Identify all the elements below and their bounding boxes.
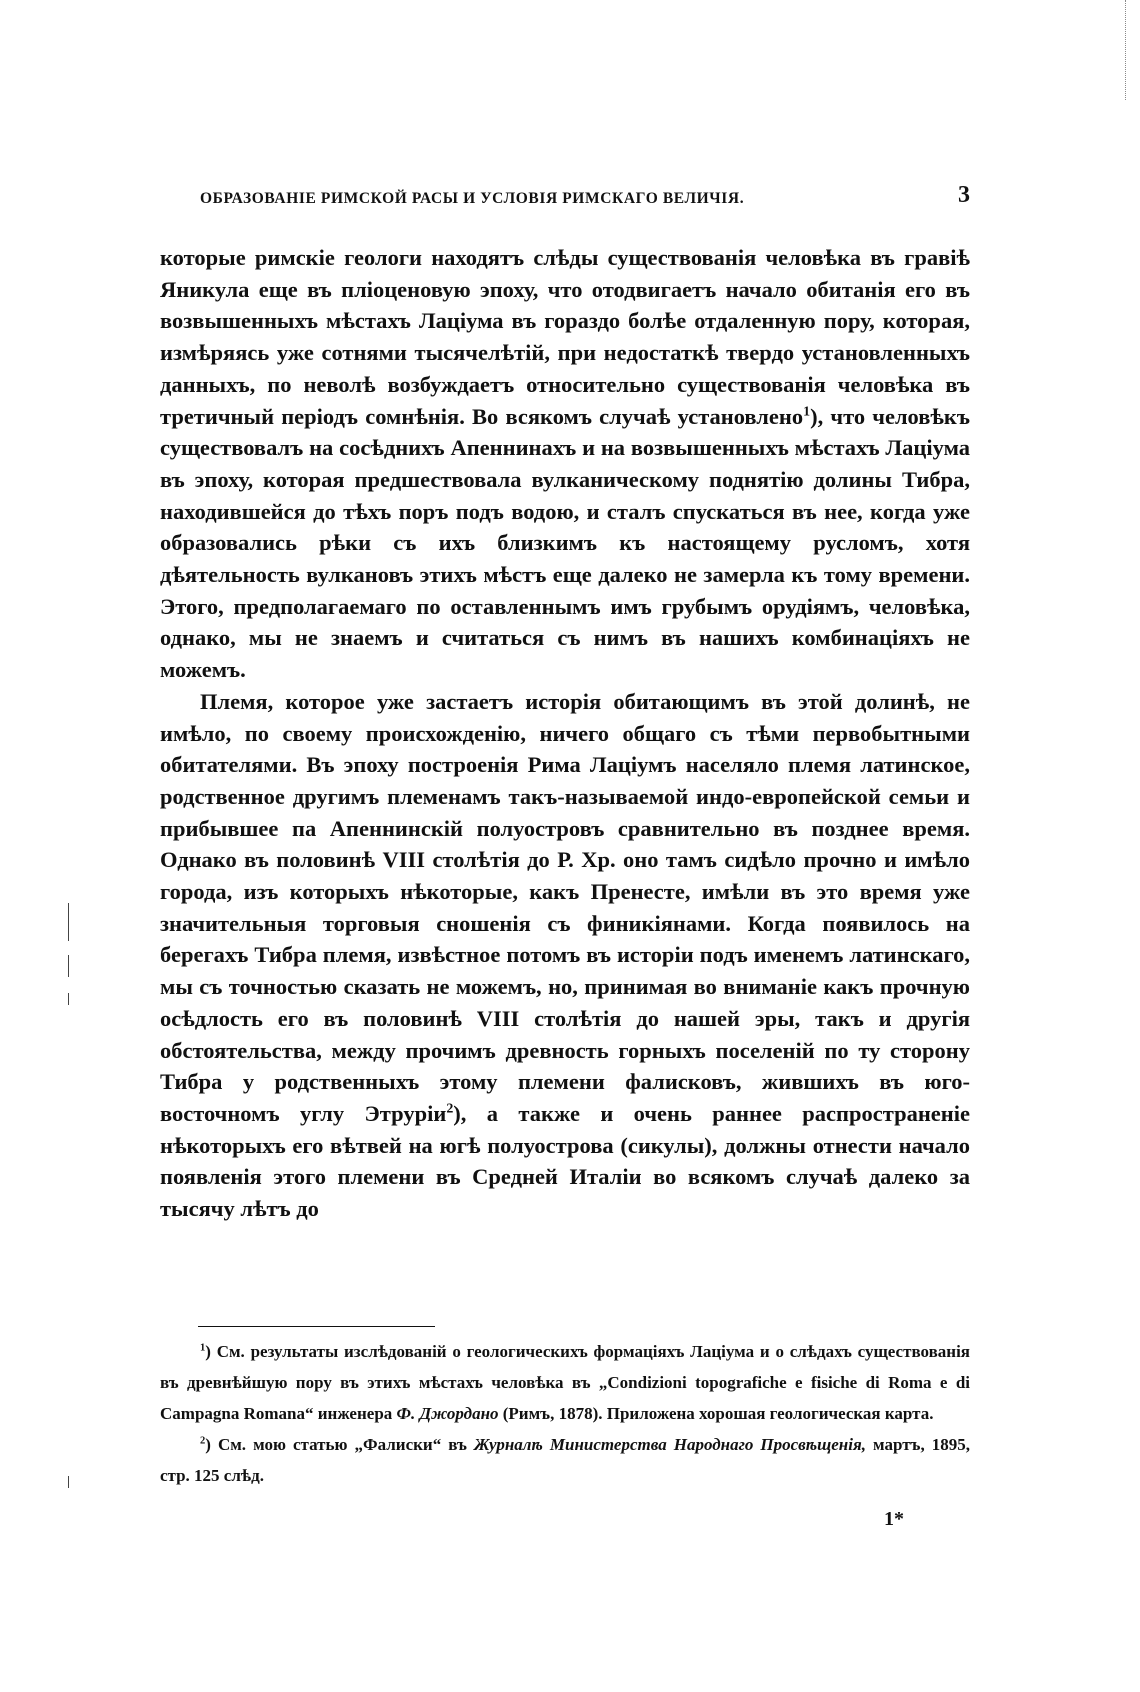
paragraph: [160, 242, 970, 686]
paragraph: [160, 686, 970, 1225]
signature-mark: 1*: [884, 1508, 904, 1530]
margin-mark: [68, 1476, 69, 1488]
footnote-text: ) См. мою статью „Фалиски“ въ: [205, 1435, 474, 1454]
paragraph-text: Племя, которое уже застаетъ исторія обитающимъ въ этой долинѣ, не имѣло, по своему происхожденію, ничего общаго съ тѣми первобытными обитателями. Въ эпоху построенія Рима Лаціумъ населяло племя латинское, родственное другимъ племенамъ такъ-называемой индо-европейской семьи и прибывшее па Апеннинскій полуостровъ сравнительно въ позднее время. Однако въ половинѣ VIII столѣтія до Р. Хр. оно тамъ сидѣло прочно и имѣло города, изъ которыхъ нѣкоторые, какъ Пренесте, имѣли въ это время уже значительныя торговыя сношенія съ финикіянами. Когда появилось на берегахъ Тибра племя, извѣстное потомъ въ исторіи подъ именемъ латинскаго, мы съ точностью сказать не можемъ, но, принимая во вниманіе какъ прочную осѣдлость его въ половинѣ VIII столѣтія до нашей эры, такъ и другія обстоятельства, между прочимъ древность горныхъ поселеній по ту сторону Тибра у родственныхъ этому племени фалисковъ, жившихъ въ юго-восточномъ углу Этруріи: [160, 688, 970, 1126]
margin-mark: [68, 993, 69, 1005]
footnote: [160, 1429, 970, 1491]
footnote-mark: 1: [200, 1342, 206, 1354]
paragraph-text: ), что человѣкъ существовалъ на сосѣднихъ Апеннинахъ и на возвышенныхъ мѣстахъ Лаціума въ эпоху, которая предшествовала вулканическому поднятію долины Тибра, находившейся до тѣхъ поръ подъ водою, и сталъ спускаться въ нее, когда уже образовались рѣки съ ихъ близкимъ къ настоящему русломъ, хотя дѣятельность вулкановъ этихъ мѣстъ еще далеко не замерла къ тому времени. Этого, предполагаемаго по оставленнымъ имъ грубымъ орудіямъ, человѣка, однако, мы не знаемъ и считаться съ нимъ въ нашихъ комбинаціяхъ не можемъ.: [160, 403, 970, 683]
main-text: [160, 242, 970, 1225]
footnote-reference: 1: [803, 404, 811, 420]
footnote-journal: Журналѣ Министерства Народнаго Просвѣщенія,: [473, 1435, 866, 1454]
page-header: [200, 182, 970, 214]
footnote-reference: 2: [446, 1101, 454, 1117]
scan-edge-marks: [1119, 0, 1126, 100]
footnote-author: Ф. Джордано: [396, 1404, 499, 1423]
footnote-text: мартъ, 1895, стр. 125 слѣд.: [160, 1435, 970, 1485]
footnote-text: (Римъ, 1878). Приложена хорошая геологическая карта.: [498, 1404, 934, 1423]
footnotes: [160, 1336, 970, 1491]
margin-mark: [68, 903, 69, 941]
footnote-text: ) См. результаты изслѣдованій о геологическихъ формаціяхъ Лаціума и о слѣдахъ существованія въ древнѣйшую пору въ этихъ мѣстахъ человѣка въ „Condizioni topografiche e fisiche di Roma e di Campagna Romana“ инженера: [160, 1342, 970, 1423]
paragraph-text: которые римскіе геологи находятъ слѣды существованія человѣка въ гравіѣ Яникула еще въ пліоценовую эпоху, что отодвигаетъ начало обитанія его въ возвышенныхъ мѣстахъ Лаціума въ гораздо болѣе отдаленную пору, которая, измѣряясь уже сотнями тысячелѣтій, при недостаткѣ твердо установленныхъ данныхъ, по неволѣ возбуждаетъ относительно существованія человѣка въ третичный періодъ сомнѣнія. Во всякомъ случаѣ установлено: [160, 245, 970, 429]
page-number: 3: [958, 182, 970, 208]
running-head: ОБРАЗОВАНІЕ РИМСКОЙ РАСЫ И УСЛОВІЯ РИМСКАГО ВЕЛИЧІЯ.: [200, 190, 745, 207]
footnote: [160, 1336, 970, 1429]
paragraph-text: ), а также и очень раннее распространеніе нѣкоторыхъ его вѣтвей на югѣ полуострова (сикулы), должны отнести начало появленія этого племени въ Средней Италіи во всякомъ случаѣ далеко за тысячу лѣтъ до: [160, 1100, 970, 1222]
margin-mark: [68, 955, 69, 977]
footnote-mark: 2: [200, 1435, 206, 1447]
footnote-divider: [198, 1326, 435, 1327]
